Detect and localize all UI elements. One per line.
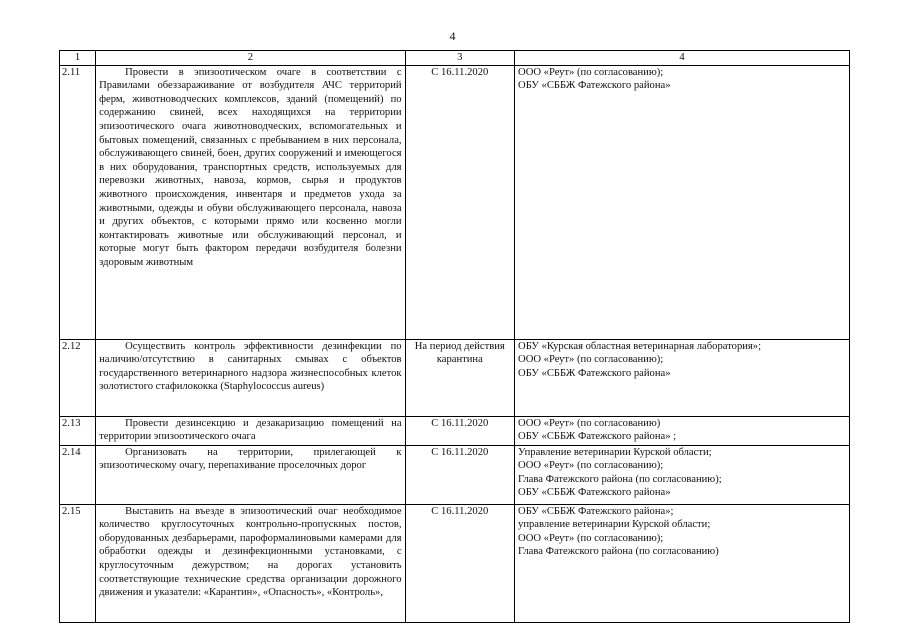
row-number: 2.11: [60, 65, 96, 339]
task-cell: Организовать на территории, прилегающей к эпизоотическому очагу, перепахивание проселочных дорог: [96, 445, 405, 504]
org-line: ОБУ «СББЖ Фатежского района»: [518, 80, 671, 92]
task-cell: Выставить на въезде в эпизоотический очаг необходимое количество круглосуточных контрольно-пропускных постов, оборудованных дезбарьерами, пароформалиновыми камерами для обработки одежды и дезинфекционными установками, с круглосуточным дежурством; на дорогах установить соответствующие технические средства организации дорожного движения и указатели: «Карантин», «Опасность», «Контроль»,: [96, 504, 405, 622]
column-header: 4: [515, 51, 850, 66]
row-number: 2.14: [60, 445, 96, 504]
org-line: ООО «Реут» (по согласованию);: [518, 66, 664, 78]
org-line: Глава Фатежского района (по согласованию): [518, 546, 719, 558]
responsible-cell: [515, 339, 850, 416]
responsible-cell: [515, 445, 850, 504]
org-line: ОБУ «СББЖ Фатежского района»: [518, 367, 671, 379]
task-cell: Осуществить контроль эффективности дезинфекции по наличию/отсутствию в санитарных смывах с объектов государственного ветеринарного надзора жизнеспособных клеток золотистого стафилококка (Staphylococcus aureus): [96, 339, 405, 416]
org-line: ООО «Реут» (по согласованию);: [518, 354, 664, 366]
org-line: ОБУ «СББЖ Фатежского района»: [518, 487, 671, 499]
task-cell: Провести в эпизоотическом очаге в соответствии с Правилами обеззараживание от возбудителя АЧС территорий ферм, животноводческих комплексов, зданий (помещений) по содержанию свиней, всех находящихся на территории эпизоотического очага животноводческих, вспомогательных и бытовых помещений, связанных с пребыванием в них персонала, обслуживающего свиней, боен, других сооружений и имеющегося в них оборудования, транспортных средств, используемых для перевозки животных, навоза, кормов, сырья и продуктов животного происхождения, инвентаря и предметов ухода за животными, одежды и обуви обслуживающего персонала, навоза и других объектов, с которыми прямо или косвенно могли контактировать животные или обслуживающий персонал, и которые могут быть фактором передачи возбудителя болезни здоровым животным: [96, 65, 405, 339]
term-cell: С 16.11.2020: [405, 65, 515, 339]
org-line: ООО «Реут» (по согласованию): [518, 417, 661, 429]
org-line: ОБУ «Курская областная ветеринарная лаборатория»;: [518, 340, 762, 352]
term-cell: С 16.11.2020: [405, 416, 515, 445]
org-line: Управление ветеринарии Курской области;: [518, 446, 712, 458]
term-cell: На период действия карантина: [405, 339, 515, 416]
term-cell: С 16.11.2020: [405, 504, 515, 622]
row-number: 2.13: [60, 416, 96, 445]
org-line: ОБУ «СББЖ Фатежского района» ;: [518, 431, 677, 443]
org-line: ООО «Реут» (по согласованию);: [518, 532, 664, 544]
responsible-cell: [515, 416, 850, 445]
measures-table: [59, 50, 850, 623]
table-row: [60, 416, 850, 445]
row-number: 2.15: [60, 504, 96, 622]
table-row: [60, 65, 850, 339]
org-line: ОБУ «СББЖ Фатежского района»;: [518, 505, 674, 517]
responsible-cell: [515, 65, 850, 339]
column-header: 1: [60, 51, 96, 66]
column-header: 2: [96, 51, 405, 66]
row-number: 2.12: [60, 339, 96, 416]
term-cell: С 16.11.2020: [405, 445, 515, 504]
org-line: Глава Фатежского района (по согласованию);: [518, 473, 722, 485]
task-cell: Провести дезинсекцию и дезакаризацию помещений на территории эпизоотического очага: [96, 416, 405, 445]
responsible-cell: [515, 504, 850, 622]
org-line: управление ветеринарии Курской области;: [518, 519, 711, 531]
column-header: 3: [405, 51, 515, 66]
page-number: 4: [449, 29, 456, 43]
table-row: [60, 504, 850, 622]
org-line: ООО «Реут» (по согласованию);: [518, 460, 664, 472]
table-header-row: [60, 51, 850, 66]
table-row: [60, 339, 850, 416]
table-row: [60, 445, 850, 504]
